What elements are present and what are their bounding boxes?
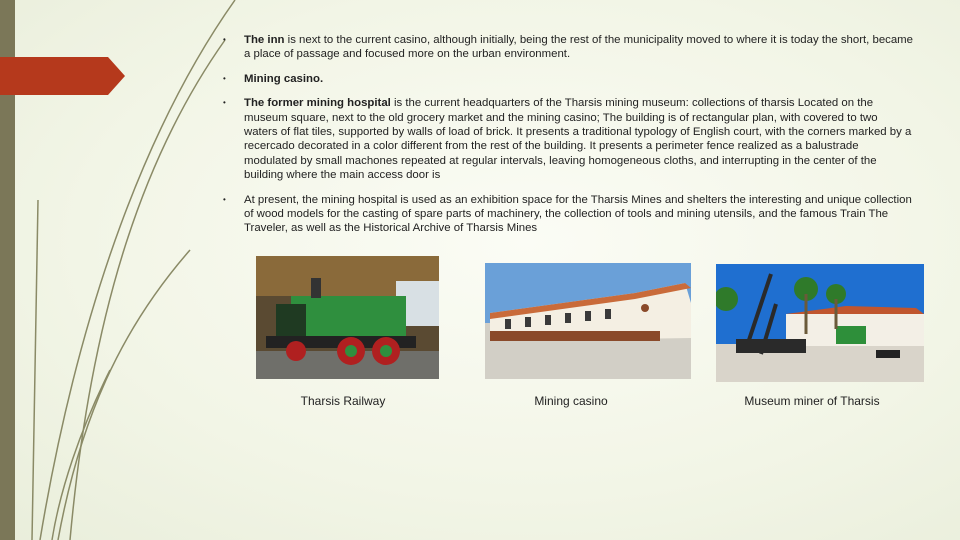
- bullet-list: [223, 33, 913, 246]
- bullet-glyph: •: [223, 194, 226, 204]
- bullet-text: At present, the mining hospital is used as an exhibition space for the Tharsis Mines and shelters the interesting and unique collection of wood models for the casting of spare parts of machinery, the collection of tools and mining utensils, and the famous Train The Traveler, as well as the Historical Archive of Tharsis Mines: [244, 193, 912, 235]
- caption-mining-casino: Mining casino: [534, 394, 608, 408]
- caption-museum-miner: Museum miner of Tharsis: [744, 394, 880, 408]
- bullet-text: is the current headquarters of the Tharsis mining museum: collections of tharsis Located on the museum square, next to the old grocery market and the mining casino; The building is of rectangular plan, with covered to two waters of flat tiles, supported by walls of load of brick. It presents a traditional typology of English court, with the corners marked by a recercado decorated in a color different from the rest of the building. It presents a perimeter fence realized as a balustrade modulated by small machones repeated at regular intervals, leaving homogeneous cloths, and interrupting in the center of the building where the main access door is: [244, 97, 912, 182]
- bullet-present-use: [223, 193, 913, 236]
- bullet-inn: [223, 33, 913, 62]
- bullet-mining-casino: [223, 72, 913, 86]
- bullet-lead: The former mining hospital: [244, 97, 391, 110]
- bullet-glyph: •: [223, 35, 226, 44]
- caption-tharsis-railway: Tharsis Railway: [300, 394, 386, 408]
- museum-miner-photo: [716, 264, 924, 382]
- bullet-glyph: •: [223, 98, 226, 108]
- bullet-mining-hospital: [223, 96, 913, 182]
- red-accent-tab: [0, 57, 125, 95]
- mining-casino-photo: [485, 263, 691, 379]
- bullet-glyph: •: [223, 73, 226, 83]
- bullet-lead: The inn: [244, 34, 285, 46]
- bullet-lead: Mining casino.: [244, 72, 324, 85]
- bullet-text: is next to the current casino, although initially, being the rest of the municipality moved to where it is today the short, became a place of passage and focused more on the urban environment.: [244, 34, 914, 61]
- tharsis-railway-photo: [256, 256, 439, 379]
